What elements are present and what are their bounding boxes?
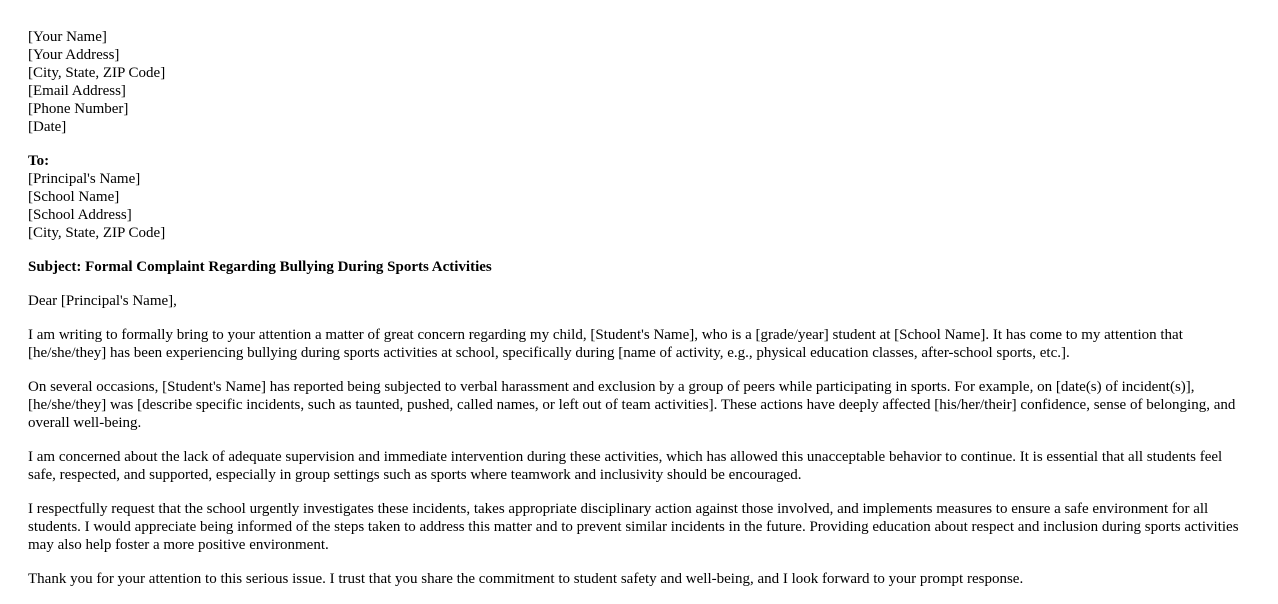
to-label: To:	[28, 153, 50, 169]
subject-line: Subject: Formal Complaint Regarding Bullying During Sports Activities	[28, 259, 492, 275]
sender-city-state-zip: [City, State, ZIP Code]	[28, 65, 166, 81]
sender-name: [Your Name]	[28, 29, 107, 45]
sender-phone: [Phone Number]	[28, 101, 129, 117]
recipient-principal-name: [Principal's Name]	[28, 171, 141, 187]
recipient-school-name: [School Name]	[28, 189, 120, 205]
letter-document	[28, 28, 1250, 604]
sender-address: [Your Address]	[28, 47, 120, 63]
body-paragraph-1: I am writing to formally bring to your attention a matter of great concern regarding my child, [Student's Name], who is a [grade/year] student at [School Name]. It has come to my attention that [he/she/they] has been experiencing bullying during sports activities at school, specifically during [name of activity, e.g., physical education classes, after-school sports, etc.].	[28, 327, 1183, 361]
recipient-city-state-zip: [City, State, ZIP Code]	[28, 225, 166, 241]
sender-block	[28, 28, 1250, 136]
body-paragraph-5: Thank you for your attention to this serious issue. I trust that you share the commitment to student safety and well-being, and I look forward to your prompt response.	[28, 571, 1024, 587]
letter-date: [Date]	[28, 119, 67, 135]
body-paragraph-4: I respectfully request that the school urgently investigates these incidents, takes appropriate disciplinary action against those involved, and implements measures to ensure a safe environment for all students. I would appreciate being informed of the steps taken to address this matter and to prevent similar incidents in the future. Providing education about respect and inclusion during sports activities may also help foster a more positive environment.	[28, 501, 1239, 553]
body-paragraph-3: I am concerned about the lack of adequate supervision and immediate intervention during these activities, which has allowed this unacceptable behavior to continue. It is essential that all students feel safe, respected, and supported, especially in group settings such as sports where teamwork and inclusivity should be encouraged.	[28, 449, 1223, 483]
sender-email: [Email Address]	[28, 83, 126, 99]
recipient-school-address: [School Address]	[28, 207, 132, 223]
recipient-block	[28, 152, 1250, 242]
salutation: Dear [Principal's Name],	[28, 293, 177, 309]
body-paragraph-2: On several occasions, [Student's Name] has reported being subjected to verbal harassment and exclusion by a group of peers while participating in sports. For example, on [date(s) of incident(s)], [he/she/they] was [describe specific incidents, such as taunted, pushed, called names, or left out of team activities]. These actions have deeply affected [his/her/their] confidence, sense of belonging, and overall well-being.	[28, 379, 1236, 431]
